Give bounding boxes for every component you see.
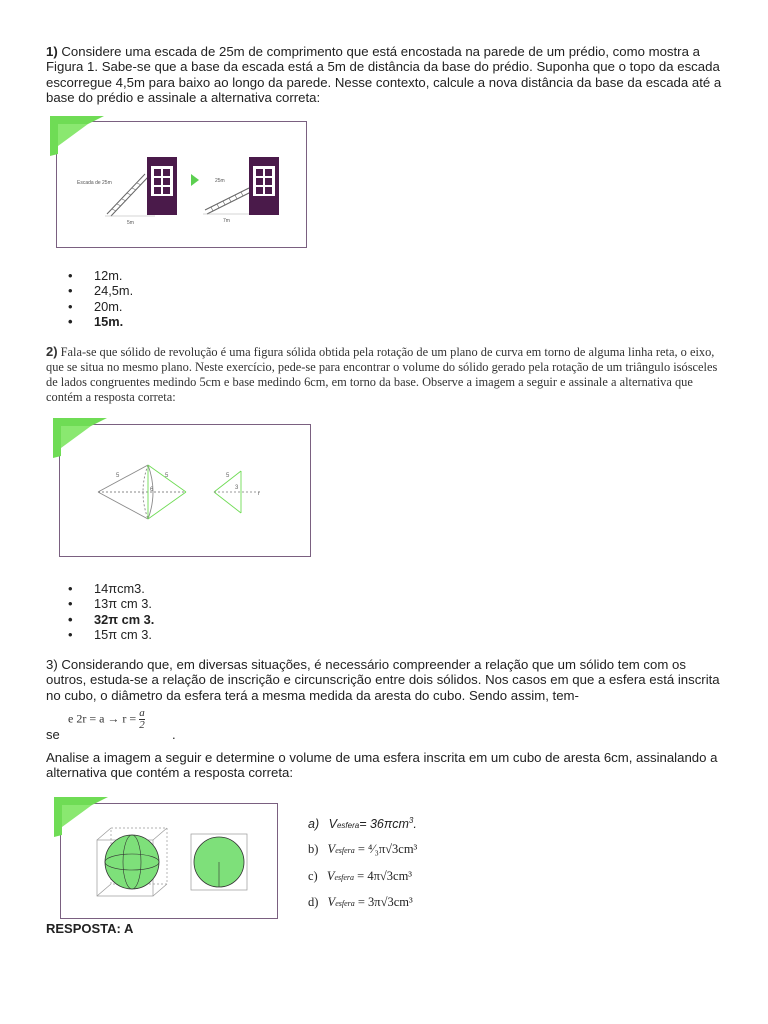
answer-text: RESPOSTA: A xyxy=(46,921,134,936)
building-right xyxy=(249,157,279,215)
triangle xyxy=(214,471,260,513)
square-section xyxy=(191,834,247,890)
alternative-d[interactable]: d) Vesfera = 3π√3cm³ xyxy=(308,895,413,909)
alternative-a[interactable]: a) Vesfera= 36πcm$^3$. xyxy=(308,816,417,832)
formula xyxy=(68,708,145,731)
question-3-text: 3) Considerando que, em diversas situações, é necessário compreender a relação que um sólido tem com os outros, estuda-se a relação de inscrição e circunscrição entre dois sólidos. Nos casos em que a esfera está inscrita no cubo, o diâmetro da esfera terá a mesma medida da aresta do cubo. Sendo assim, tem- xyxy=(46,657,720,703)
ladder-right xyxy=(205,188,251,214)
question-1-options xyxy=(46,268,133,329)
building-left xyxy=(147,157,177,215)
option-1b[interactable]: • 24,5m. xyxy=(46,283,133,298)
formula-denominator: 2 xyxy=(139,719,145,731)
tri-5: 5 xyxy=(226,473,230,479)
question-2-options xyxy=(46,581,154,642)
question-2-body: Fala-se que sólido de revolução é uma figura sólida obtida pela rotação de um plano de curva em torno de alguma linha reta, o eixo, que se situa no mesmo plano. Neste exercício, pede-se para encontrar o volume do sólido gerado pela rotação de um triângulo isósceles de lados congruentes medindo 5cm e base medindo 6cm, em torno da base. Observe a imagem a seguir e assinale a alternativa que contém a resposta correta: xyxy=(46,345,718,404)
double-cone xyxy=(98,465,186,519)
base-7m-label: 7m xyxy=(223,218,230,224)
alternative-c[interactable]: c) Vesfera = 4π√3cm³ xyxy=(308,869,413,883)
option-1d[interactable]: • 15m. xyxy=(46,314,133,329)
green-corner-icon xyxy=(50,116,106,158)
label-25m: 25m xyxy=(215,178,225,184)
option-2c[interactable]: • 32π cm 3. xyxy=(46,612,154,627)
option-2a[interactable]: • 14πcm3. xyxy=(46,581,154,596)
side-5-left: 5 xyxy=(116,473,120,479)
question-1-number: 1) xyxy=(46,44,58,59)
option-2d[interactable]: • 15π cm 3. xyxy=(46,627,154,642)
question-2-text xyxy=(46,344,726,405)
option-1c[interactable]: • 20m. xyxy=(46,299,133,314)
green-corner-icon xyxy=(53,418,109,460)
formula-left: e 2r = a → r = xyxy=(68,711,137,726)
option-1a[interactable]: • 12m. xyxy=(46,268,133,283)
arrow-right-icon xyxy=(191,174,199,186)
base-5m-label: 5m xyxy=(127,220,134,226)
period: . xyxy=(172,727,176,742)
question-3-prompt: Analise a imagem a seguir e determine o volume de uma esfera inscrita em um cubo de aresta 6cm, assinalando a alternativa que contém a resposta correta: xyxy=(46,750,718,781)
formula-numerator: a xyxy=(139,707,145,719)
se-text: se xyxy=(46,727,60,742)
green-corner-icon xyxy=(54,797,110,839)
alternative-b[interactable]: b) Vesfera = ⁴⁄₃π√3cm³ xyxy=(308,842,418,856)
question-2-number: 2) xyxy=(46,344,58,359)
ladder-length-label: Escada de 25m xyxy=(77,180,112,186)
height-6: 6 xyxy=(150,487,154,493)
option-2b[interactable]: • 13π cm 3. xyxy=(46,596,154,611)
question-1-body: Considere uma escada de 25m de comprimento que está encostada na parede de um prédio, como mostra a Figura 1. Sabe-se que a base da escada está a 5m de distância da base do prédio. Suponha que o topo da escada escorregue 4,5m para baixo ao longo da parede. Nesse contexto, calcule a nova distância da base da escada até a base do prédio e assinale a alternativa correta: xyxy=(46,44,722,106)
sphere xyxy=(105,835,159,889)
question-1-text xyxy=(46,44,726,106)
tri-r: r xyxy=(258,491,260,497)
tri-3: 3 xyxy=(235,485,239,491)
side-5-right: 5 xyxy=(165,473,169,479)
